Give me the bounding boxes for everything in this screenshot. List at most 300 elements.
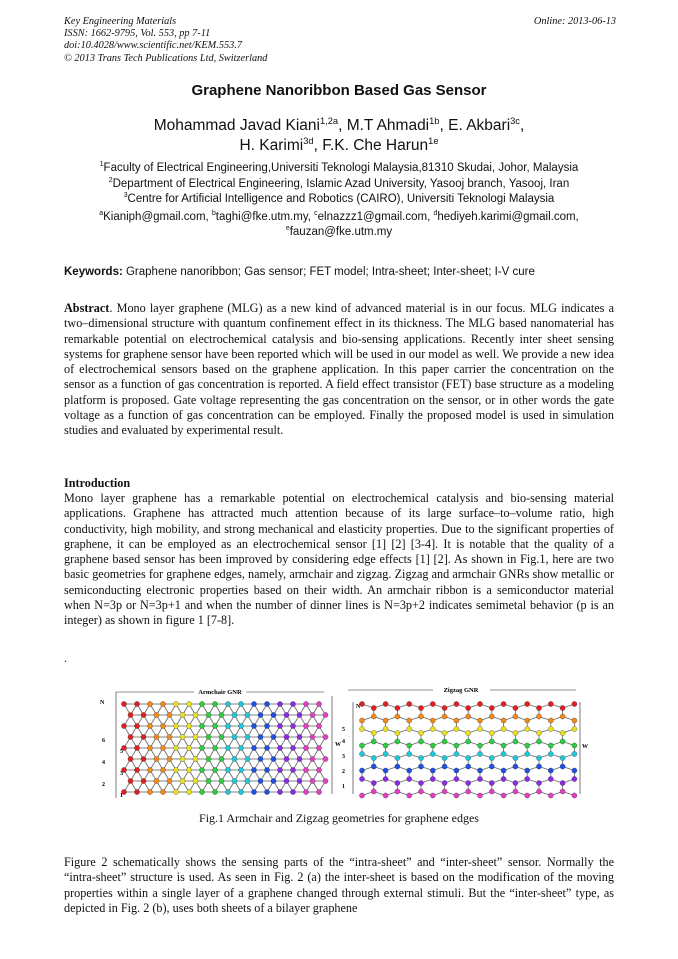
carbon-atom: [232, 734, 237, 739]
carbon-atom: [154, 712, 159, 717]
affil-text: Centre for Artificial Intelligence and Robotics (CAIRO), Universiti Teknologi Malaysia: [127, 193, 555, 205]
carbon-atom: [477, 793, 482, 798]
carbon-atom: [525, 768, 530, 773]
carbon-atom: [371, 714, 376, 719]
carbon-atom: [442, 789, 447, 794]
carbon-atom: [134, 767, 139, 772]
carbon-atom: [316, 723, 321, 728]
carbon-atom: [290, 789, 295, 794]
paper-title: Graphene Nanoribbon Based Gas Sensor: [191, 82, 487, 99]
carbon-atom: [258, 756, 263, 761]
carbon-atom: [212, 701, 217, 706]
carbon-atom: [548, 776, 553, 781]
carbon-atom: [454, 768, 459, 773]
row-number: 3: [120, 771, 123, 777]
online-date: Online: 2013-06-13: [533, 16, 616, 27]
carbon-atom: [323, 734, 328, 739]
zigzag-row-numbers: [342, 727, 345, 790]
carbon-atom: [442, 755, 447, 760]
carbon-atom: [154, 756, 159, 761]
carbon-atom: [560, 714, 565, 719]
author-line-1: [0, 116, 678, 136]
carbon-atom: [454, 776, 459, 781]
carbon-atom: [359, 751, 364, 756]
carbon-atom: [501, 743, 506, 748]
carbon-atom: [147, 789, 152, 794]
email-list: [0, 210, 678, 240]
carbon-atom: [160, 723, 165, 728]
carbon-atom: [383, 743, 388, 748]
carbon-atom: [245, 712, 250, 717]
carbon-atom: [477, 718, 482, 723]
carbon-atom: [212, 723, 217, 728]
carbon-atom: [310, 712, 315, 717]
carbon-atom: [466, 730, 471, 735]
carbon-atom: [193, 734, 198, 739]
carbon-atom: [513, 705, 518, 710]
carbon-atom: [219, 712, 224, 717]
carbon-atom: [371, 705, 376, 710]
carbon-atom: [513, 764, 518, 769]
affiliation-3: [0, 192, 678, 208]
carbon-atom: [199, 789, 204, 794]
author-sep: ,: [439, 117, 449, 134]
carbon-atom: [225, 767, 230, 772]
carbon-atom: [180, 712, 185, 717]
carbon-atom: [454, 743, 459, 748]
carbon-atom: [477, 743, 482, 748]
armchair-n-label: N: [100, 700, 105, 706]
keywords: [64, 266, 624, 278]
carbon-atom: [442, 764, 447, 769]
carbon-atom: [173, 767, 178, 772]
carbon-atom: [323, 778, 328, 783]
carbon-atom: [128, 712, 133, 717]
carbon-atom: [442, 739, 447, 744]
carbon-atom: [232, 756, 237, 761]
carbon-atom: [134, 723, 139, 728]
carbon-atom: [489, 714, 494, 719]
carbon-atom: [430, 726, 435, 731]
affil-sup: 3: [123, 192, 128, 200]
carbon-atom: [141, 712, 146, 717]
carbon-atom: [454, 793, 459, 798]
carbon-atom: [290, 723, 295, 728]
carbon-atom: [212, 789, 217, 794]
carbon-atom: [572, 768, 577, 773]
author-sep: ,: [519, 117, 525, 134]
carbon-atom: [193, 712, 198, 717]
carbon-atom: [206, 734, 211, 739]
carbon-atom: [572, 776, 577, 781]
carbon-atom: [251, 767, 256, 772]
carbon-atom: [258, 734, 263, 739]
carbon-atom: [513, 780, 518, 785]
carbon-atom: [232, 778, 237, 783]
carbon-atom: [303, 745, 308, 750]
carbon-atom: [395, 714, 400, 719]
carbon-atom: [199, 723, 204, 728]
carbon-atom: [489, 755, 494, 760]
keywords-label: Keywords:: [64, 266, 123, 278]
carbon-atom: [536, 705, 541, 710]
carbon-atom: [560, 739, 565, 744]
carbon-atom: [371, 764, 376, 769]
carbon-atom: [525, 793, 530, 798]
carbon-atom: [121, 701, 126, 706]
carbon-atom: [277, 745, 282, 750]
carbon-atom: [525, 751, 530, 756]
carbon-atom: [310, 756, 315, 761]
carbon-atom: [219, 756, 224, 761]
carbon-atom: [407, 793, 412, 798]
carbon-atom: [489, 730, 494, 735]
author-line-2: [0, 136, 678, 156]
carbon-atom: [466, 764, 471, 769]
carbon-atom: [430, 718, 435, 723]
zigzag-n-label: N: [356, 704, 361, 710]
carbon-atom: [536, 780, 541, 785]
affiliation-2: [0, 177, 678, 193]
carbon-atom: [371, 755, 376, 760]
row-number: 4: [102, 760, 105, 766]
email[interactable]: hediyeh.karimi@gmail.com,: [437, 211, 579, 223]
carbon-atom: [264, 745, 269, 750]
carbon-atom: [303, 789, 308, 794]
carbon-atom: [548, 743, 553, 748]
carbon-atom: [525, 726, 530, 731]
carbon-atom: [316, 789, 321, 794]
carbon-atom: [383, 776, 388, 781]
carbon-atom: [489, 780, 494, 785]
affil-text: Faculty of Electrical Engineering,Universiti Teknologi Malaysia,81310 Skudai, Johor, Malaysia: [103, 162, 579, 174]
armchair-row-numbers: [102, 738, 123, 799]
carbon-atom: [407, 776, 412, 781]
carbon-atom: [173, 789, 178, 794]
carbon-atom: [525, 776, 530, 781]
carbon-atom: [212, 767, 217, 772]
carbon-atom: [371, 739, 376, 744]
author-sup: 1b: [429, 115, 440, 126]
page-header: [64, 16, 616, 65]
carbon-atom: [442, 714, 447, 719]
carbon-atom: [430, 701, 435, 706]
carbon-atom: [418, 780, 423, 785]
carbon-atom: [560, 705, 565, 710]
carbon-atom: [418, 755, 423, 760]
carbon-atom: [572, 701, 577, 706]
author-name: E. Akbari: [448, 117, 511, 134]
carbon-atom: [264, 701, 269, 706]
carbon-atom: [418, 705, 423, 710]
email-sup: d: [433, 210, 438, 218]
email-line-1: [0, 210, 678, 225]
carbon-atom: [167, 778, 172, 783]
carbon-atom: [141, 734, 146, 739]
carbon-atom: [371, 780, 376, 785]
figure-1-caption: Fig.1 Armchair and Zigzag geometries for graphene edges: [199, 811, 479, 825]
carbon-atom: [316, 701, 321, 706]
stray-dot: .: [64, 651, 67, 665]
carbon-atom: [297, 778, 302, 783]
affil-sup: 2: [108, 176, 113, 184]
carbon-atom: [359, 743, 364, 748]
carbon-atom: [454, 726, 459, 731]
carbon-atom: [572, 743, 577, 748]
email-sup: c: [314, 210, 318, 218]
carbon-atom: [371, 789, 376, 794]
carbon-atom: [418, 789, 423, 794]
carbon-atom: [407, 751, 412, 756]
carbon-atom: [251, 701, 256, 706]
carbon-atom: [454, 701, 459, 706]
carbon-atom: [219, 778, 224, 783]
carbon-atom: [199, 767, 204, 772]
affiliation-1: [0, 161, 678, 177]
carbon-atom: [271, 778, 276, 783]
carbon-atom: [442, 780, 447, 785]
carbon-atom: [501, 776, 506, 781]
carbon-atom: [477, 701, 482, 706]
carbon-atom: [238, 767, 243, 772]
carbon-atom: [277, 723, 282, 728]
carbon-atom: [225, 745, 230, 750]
carbon-atom: [180, 734, 185, 739]
carbon-atom: [418, 739, 423, 744]
carbon-atom: [316, 745, 321, 750]
carbon-atom: [572, 751, 577, 756]
carbon-atom: [395, 764, 400, 769]
carbon-atom: [154, 734, 159, 739]
carbon-atom: [407, 743, 412, 748]
carbon-atom: [310, 778, 315, 783]
carbon-atom: [180, 756, 185, 761]
email[interactable]: Kianiph@gmail.com,: [103, 211, 212, 223]
carbon-atom: [193, 756, 198, 761]
issn-line: ISSN: 1662-9795, Vol. 553, pp 7-11: [64, 28, 211, 40]
carbon-atom: [303, 723, 308, 728]
carbon-atom: [284, 778, 289, 783]
row-number: 2: [102, 782, 105, 788]
row-number: 4: [342, 739, 345, 745]
carbon-atom: [418, 730, 423, 735]
email[interactable]: elnazzz1@gmail.com,: [317, 211, 434, 223]
carbon-atom: [232, 712, 237, 717]
carbon-atom: [501, 751, 506, 756]
carbon-atom: [128, 734, 133, 739]
carbon-atom: [525, 743, 530, 748]
carbon-atom: [395, 789, 400, 794]
row-number: 2: [342, 769, 345, 775]
carbon-atom: [513, 755, 518, 760]
figure-2-paragraph: Figure 2 schematically shows the sensing parts of the “intra-sheet” and “inter-sheet” sensor. Normally the “intra-sheet” structure is used. As seen in Fig. 2 (a) the inter-sheet is based on the modification of the moving properties within a single layer of a graphene changed through external stimuli. But the “inter-sheet” type, as depicted in Fig. 2 (b), uses both sheets of a bilayer graphene: [64, 855, 614, 915]
carbon-atom: [560, 730, 565, 735]
carbon-atom: [206, 756, 211, 761]
carbon-atom: [359, 768, 364, 773]
abstract-label: Abstract: [64, 301, 110, 315]
row-number: 1: [120, 793, 123, 799]
carbon-atom: [147, 745, 152, 750]
carbon-atom: [186, 701, 191, 706]
carbon-atom: [501, 726, 506, 731]
carbon-atom: [466, 705, 471, 710]
carbon-atom: [238, 745, 243, 750]
affil-text: Department of Electrical Engineering, Islamic Azad University, Yasooj branch, Yasooj, Iran: [112, 177, 570, 190]
carbon-atom: [303, 767, 308, 772]
carbon-atom: [258, 778, 263, 783]
carbon-atom: [219, 734, 224, 739]
carbon-atom: [383, 726, 388, 731]
carbon-atom: [383, 793, 388, 798]
carbon-atom: [572, 718, 577, 723]
carbon-atom: [167, 734, 172, 739]
carbon-atom: [548, 793, 553, 798]
email[interactable]: fauzan@fke.utm.my: [289, 226, 393, 238]
carbon-atom: [121, 723, 126, 728]
carbon-atom: [560, 755, 565, 760]
author-name: M.T Ahmadi: [346, 117, 430, 134]
email-sup: e: [285, 225, 290, 233]
carbon-atom: [430, 743, 435, 748]
row-number: 6: [102, 738, 105, 744]
row-number: 5: [342, 727, 345, 733]
carbon-atom: [430, 793, 435, 798]
carbon-atom: [141, 778, 146, 783]
carbon-atom: [290, 701, 295, 706]
carbon-atom: [251, 745, 256, 750]
carbon-atom: [501, 701, 506, 706]
carbon-atom: [284, 734, 289, 739]
carbon-atom: [548, 718, 553, 723]
carbon-atom: [238, 701, 243, 706]
carbon-atom: [323, 712, 328, 717]
carbon-atom: [560, 764, 565, 769]
carbon-atom: [513, 730, 518, 735]
author-sep: ,: [338, 117, 347, 134]
carbon-atom: [501, 793, 506, 798]
carbon-atom: [225, 701, 230, 706]
carbon-atom: [548, 768, 553, 773]
carbon-atom: [167, 756, 172, 761]
carbon-atom: [560, 780, 565, 785]
carbon-atom: [383, 768, 388, 773]
copyright-line: © 2013 Trans Tech Publications Ltd, Switzerland: [64, 52, 268, 64]
carbon-atom: [548, 726, 553, 731]
section-heading-introduction: Introduction: [64, 476, 131, 490]
affil-sup: 1: [99, 161, 104, 169]
carbon-atom: [395, 780, 400, 785]
carbon-atom: [173, 701, 178, 706]
carbon-atom: [536, 789, 541, 794]
carbon-atom: [297, 734, 302, 739]
carbon-atom: [536, 739, 541, 744]
carbon-atom: [245, 756, 250, 761]
carbon-atom: [359, 726, 364, 731]
carbon-atom: [383, 751, 388, 756]
carbon-atom: [128, 778, 133, 783]
carbon-atom: [212, 745, 217, 750]
carbon-atom: [199, 701, 204, 706]
carbon-atom: [277, 789, 282, 794]
carbon-atom: [430, 776, 435, 781]
carbon-atom: [395, 739, 400, 744]
keywords-text: Graphene nanoribbon; Gas sensor; FET model; Intra-sheet; Inter-sheet; I-V cure: [122, 266, 535, 278]
author-sup: 3d: [303, 135, 314, 146]
carbon-atom: [442, 730, 447, 735]
carbon-atom: [525, 701, 530, 706]
armchair-gnr-diagram: [121, 701, 328, 794]
carbon-atom: [284, 712, 289, 717]
carbon-atom: [489, 764, 494, 769]
carbon-atom: [297, 756, 302, 761]
carbon-atom: [536, 730, 541, 735]
carbon-atom: [395, 755, 400, 760]
carbon-atom: [477, 726, 482, 731]
carbon-atom: [548, 751, 553, 756]
author-list: [0, 116, 678, 156]
carbon-atom: [284, 756, 289, 761]
carbon-atom: [525, 718, 530, 723]
author-sup: 1,2a: [319, 115, 339, 126]
carbon-atom: [501, 718, 506, 723]
carbon-atom: [186, 789, 191, 794]
email[interactable]: taghi@fke.utm.my,: [215, 211, 315, 223]
carbon-atom: [245, 734, 250, 739]
carbon-atom: [359, 718, 364, 723]
carbon-atom: [271, 712, 276, 717]
carbon-atom: [359, 776, 364, 781]
carbon-atom: [245, 778, 250, 783]
carbon-atom: [180, 778, 185, 783]
carbon-atom: [316, 767, 321, 772]
carbon-atom: [160, 745, 165, 750]
carbon-atom: [513, 714, 518, 719]
carbon-atom: [154, 778, 159, 783]
carbon-atom: [513, 739, 518, 744]
carbon-atom: [173, 723, 178, 728]
carbon-atom: [264, 789, 269, 794]
armchair-label: Armchair GNR: [198, 689, 242, 696]
carbon-atom: [264, 767, 269, 772]
carbon-atom: [147, 701, 152, 706]
row-number: 1: [342, 784, 345, 790]
carbon-atom: [418, 714, 423, 719]
author-name: Mohammad Javad Kiani: [153, 117, 320, 134]
carbon-atom: [290, 767, 295, 772]
carbon-atom: [167, 712, 172, 717]
carbon-atom: [466, 755, 471, 760]
author-sup: 3c: [510, 115, 520, 126]
author-name: H. Karimi: [239, 137, 304, 154]
carbon-atom: [128, 756, 133, 761]
carbon-atom: [277, 701, 282, 706]
zigzag-w-label: W: [582, 744, 588, 750]
carbon-atom: [489, 739, 494, 744]
carbon-atom: [371, 730, 376, 735]
email-line-2: [0, 225, 678, 240]
carbon-atom: [290, 745, 295, 750]
carbon-atom: [477, 776, 482, 781]
author-name: F.K. Che Harun: [322, 137, 429, 154]
carbon-atom: [513, 789, 518, 794]
row-number: 3: [342, 754, 345, 760]
abstract: [64, 301, 614, 439]
carbon-atom: [206, 778, 211, 783]
carbon-atom: [477, 768, 482, 773]
doi-line: doi:10.4028/www.scientific.net/KEM.553.7: [64, 40, 242, 52]
author-sep: ,: [313, 137, 323, 154]
carbon-atom: [173, 745, 178, 750]
